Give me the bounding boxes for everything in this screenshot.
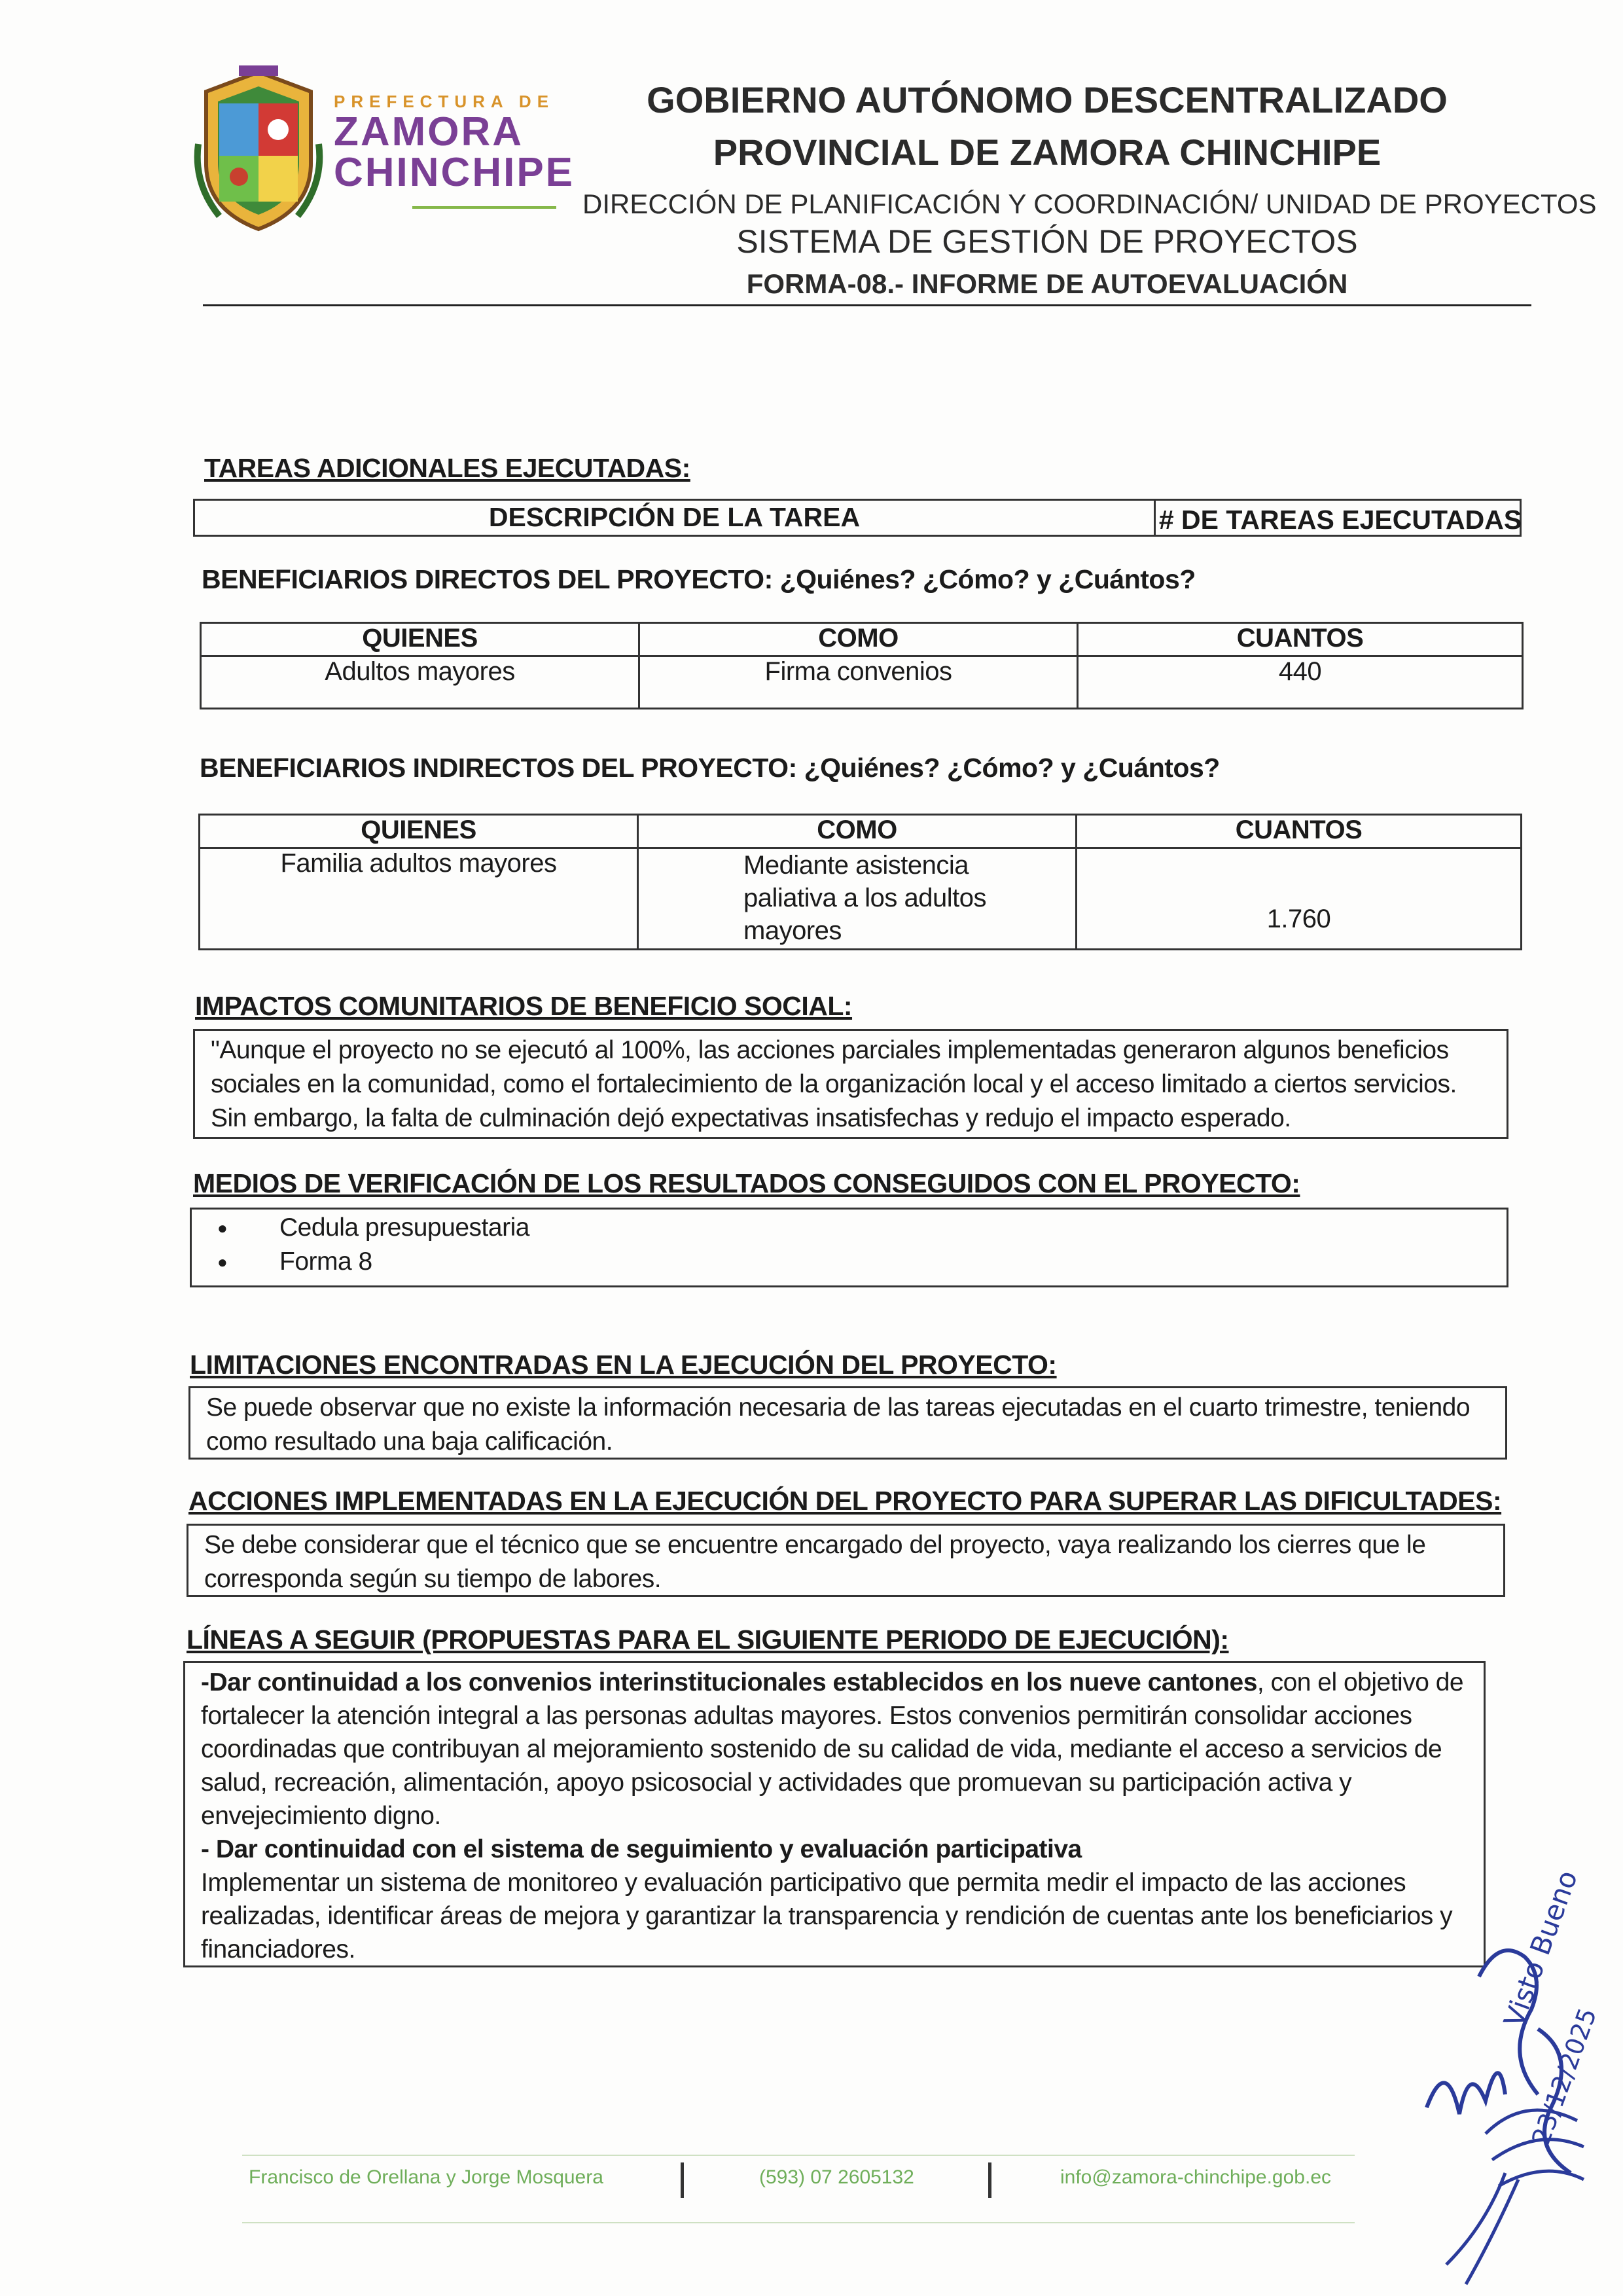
lineas-item-1 (201, 1666, 1468, 1833)
list-item: ● Forma 8 (279, 1245, 1491, 1279)
table-row (200, 848, 1522, 950)
directos-table (200, 622, 1524, 709)
limitaciones-title: LIMITACIONES ENCONTRADAS EN LA EJECUCIÓN DEL PROYECTO: (190, 1350, 1057, 1380)
limitaciones-box (188, 1386, 1507, 1460)
header-forma: FORMA-08.- INFORME DE AUTOEVALUACIÓN (746, 268, 1348, 299)
medios-list (207, 1211, 1491, 1279)
prefectura-shield-logo (193, 65, 324, 236)
acciones-title: ACCIONES IMPLEMENTADAS EN LA EJECUCIÓN DEL PROYECTO PARA SUPERAR LAS DIFICULTADES: (188, 1486, 1502, 1516)
medios-title: MEDIOS DE VERIFICACIÓN DE LOS RESULTADOS CONSEGUIDOS CON EL PROYECTO: (193, 1168, 1300, 1198)
lineas-box (183, 1661, 1486, 1967)
header-quienes: QUIENES (200, 815, 638, 848)
acciones-text: Se debe considerar que el técnico que se encuentre encargado del proyecto, vaya realizando los cierres que le corresponda según su tiempo de labores. (204, 1531, 1426, 1593)
header-divider (203, 304, 1531, 306)
header-sistema: SISTEMA DE GESTIÓN DE PROYECTOS (736, 223, 1358, 260)
cell-como: Firma convenios (639, 656, 1078, 709)
lineas-item-2-heading: - Dar continuidad con el sistema de seguimiento y evaluación participativa (201, 1835, 1082, 1863)
signature-date: 23/12/2025 (1526, 2004, 1603, 2149)
header-gobierno: GOBIERNO AUTÓNOMO DESCENTRALIZADO (647, 79, 1448, 120)
indirectos-title: BENEFICIARIOS INDIRECTOS DEL PROYECTO: ¿Quiénes? ¿Cómo? y ¿Cuántos? (200, 753, 1220, 783)
medios-box (190, 1208, 1508, 1287)
tareas-col-numero: # DE TAREAS EJECUTADAS (1158, 505, 1522, 535)
acciones-box (187, 1524, 1505, 1597)
brand-subtitle: PREFECTURA DE (334, 92, 555, 111)
footer (242, 2166, 1355, 2199)
brand-name-line2: CHINCHIPE (334, 150, 575, 195)
table-header-row (200, 815, 1522, 848)
tareas-col-descripcion: DESCRIPCIÓN DE LA TAREA (195, 501, 1156, 535)
footer-top-rule (242, 2155, 1355, 2156)
signature-note: Visto Bueno (1497, 1866, 1584, 2032)
tareas-table (193, 499, 1522, 537)
header-cuantos: CUANTOS (1077, 815, 1522, 848)
impactos-text: "Aunque el proyecto no se ejecutó al 100%, las acciones parciales implementadas generaron algunos beneficios sociales en la comunidad, como el fortalecimiento de la organización local y el acceso limitado a ciertos servicios. Sin embargo, la falta de culminación dejó expectativas insatisfechas y redujo el impacto esperado. (211, 1036, 1457, 1132)
tareas-title: TAREAS ADICIONALES EJECUTADAS: (204, 453, 690, 483)
directos-title: BENEFICIARIOS DIRECTOS DEL PROYECTO: ¿Quiénes? ¿Cómo? y ¿Cuántos? (202, 564, 1196, 594)
footer-separator (681, 2162, 684, 2198)
indirectos-table (198, 814, 1522, 950)
impactos-box (193, 1029, 1508, 1139)
cell-cuantos: 440 (1078, 656, 1523, 709)
header-como: COMO (638, 815, 1077, 848)
brand-wordmark (334, 92, 575, 209)
brand-underline (412, 206, 556, 209)
footer-separator (988, 2162, 991, 2198)
cell-quienes: Adultos mayores (201, 656, 639, 709)
footer-phone: (593) 07 2605132 (759, 2166, 914, 2188)
limitaciones-text: Se puede observar que no existe la información necesaria de las tareas ejecutadas en el cuarto trimestre, teniendo como resultado una baja calificación. (206, 1393, 1471, 1456)
table-header-row (201, 623, 1523, 656)
handwritten-signature (1407, 1866, 1603, 2291)
list-item: ● Cedula presupuestaria (279, 1211, 1491, 1245)
lineas-title: LÍNEAS A SEGUIR (PROPUESTAS PARA EL SIGUIENTE PERIODO DE EJECUCIÓN): (187, 1624, 1229, 1655)
header-cuantos: CUANTOS (1078, 623, 1523, 656)
lineas-item-1-heading: -Dar continuidad a los convenios interinstitucionales establecidos en los nueve cantones (201, 1668, 1257, 1696)
cell-como: Mediante asistencia paliativa a los adultos mayores (638, 848, 1077, 950)
header-direccion: DIRECCIÓN DE PLANIFICACIÓN Y COORDINACIÓN/ UNIDAD DE PROYECTOS (582, 188, 1597, 219)
lineas-item-2 (201, 1833, 1468, 1866)
header-como: COMO (639, 623, 1078, 656)
header-provincial: PROVINCIAL DE ZAMORA CHINCHIPE (713, 132, 1382, 173)
footer-email[interactable]: info@zamora-chinchipe.gob.ec (1060, 2166, 1332, 2188)
table-row (201, 656, 1523, 709)
cell-cuantos: 1.760 (1077, 848, 1522, 950)
header-quienes: QUIENES (201, 623, 639, 656)
brand-name-line1: ZAMORA (334, 109, 524, 154)
footer-bottom-rule (242, 2222, 1355, 2223)
impactos-title: IMPACTOS COMUNITARIOS DE BENEFICIO SOCIAL: (195, 991, 853, 1021)
lineas-item-1-text: , con el objetivo de fortalecer la atención integral a las personas adultas mayores. Estos convenios permitirán consolidar acciones coordinadas que contribuyan al mejoramiento sostenido de su calidad de vida, mediante el acceso a servicios de salud, recreación, alimentación, apoyo psicosocial y actividades que promuevan su participación activa y envejecimiento digno. (201, 1668, 1464, 1830)
lineas-item-2-text: Implementar un sistema de monitoreo y evaluación participativo que permita medir el impacto de las acciones realizadas, identificar áreas de mejora y garantizar la transparencia y rendición de cuentas ante los beneficiarios y financiadores. (201, 1869, 1453, 1964)
footer-address: Francisco de Orellana y Jorge Mosquera (249, 2166, 603, 2188)
cell-quienes: Familia adultos mayores (200, 848, 638, 950)
